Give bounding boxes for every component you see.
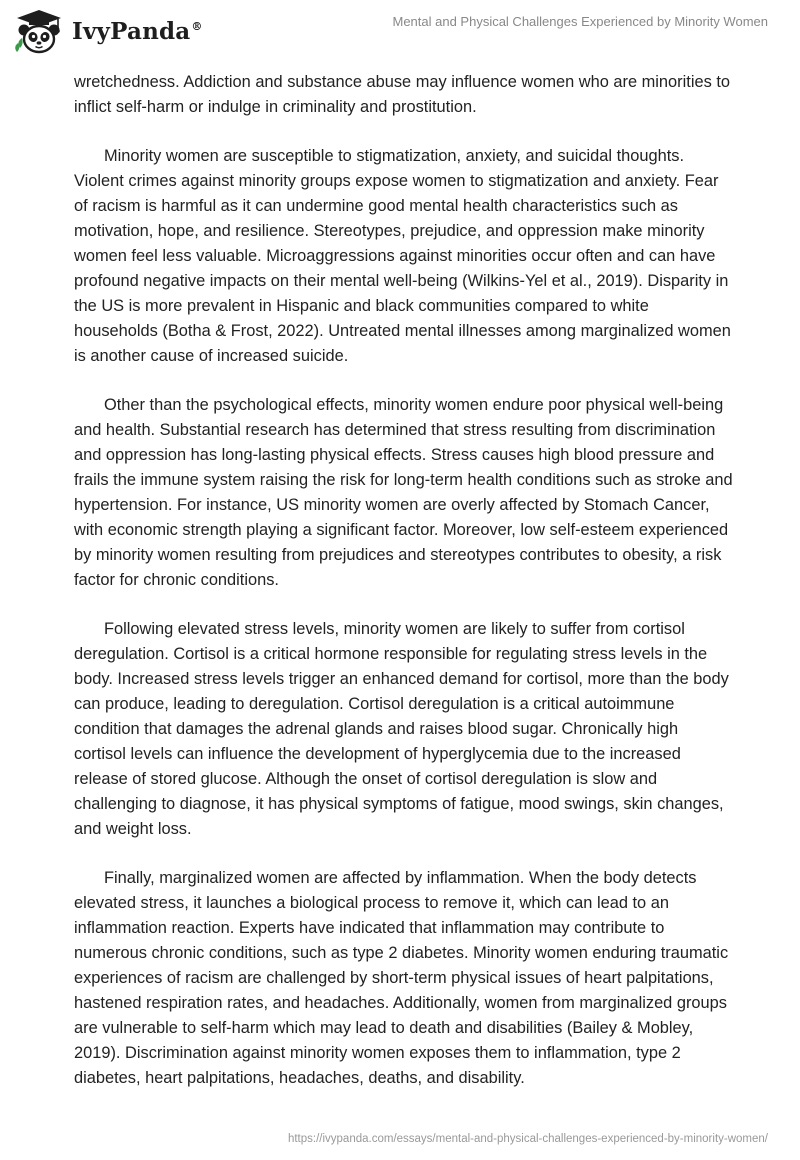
paragraph-cortisol: Following elevated stress levels, minority women are likely to suffer from cortisol deregulation. Cortisol is a critical hormone responsible for regulating stress levels in the body. Increased stress levels trigger an enhanced demand for cortisol, more than the body can produce, leading to deregulation. Cortisol deregulation is a critical autoimmune condition that damages the adrenal glands and raises blood sugar. Chronically high cortisol levels can influence the development of hyperglycemia due to the increased release of stored glucose. Although the onset of cortisol deregulation is slow and challenging to diagnose, it has physical symptoms of fatigue, mood swings, skin changes, and weight loss. [74,620,729,838]
source-url[interactable]: https://ivypanda.com/essays/mental-and-physical-challenges-experienced-by-minority-women/ [287,1133,768,1145]
paragraph-physical-health: Other than the psychological effects, minority women endure poor physical well-being and health. Substantial research has determined that stress resulting from discrimination and oppression has long-lasting physical effects. Stress causes high blood pressure and frails the immune system raising the risk for long-term health conditions such as stroke and hypertension. For instance, US minority women are overly affected by Stomach Cancer, with economic strength playing a significant factor. Moreover, low self-esteem experienced by minority women resulting from prejudices and stereotypes contributes to obesity, a risk factor for chronic conditions. [74,396,733,589]
essay-body [74,70,734,1115]
paragraph-continued: wretchedness. Addiction and substance abuse may influence women who are minorities to inflict self-harm or indulge in criminality and prostitution. [74,73,730,116]
panda-graduate-icon [14,8,64,54]
registered-mark: ® [191,19,203,33]
document-title: Mental and Physical Challenges Experienced by Minority Women [392,14,768,29]
paragraph-mental-health: Minority women are susceptible to stigmatization, anxiety, and suicidal thoughts. Violent crimes against minority groups expose women to stigmatization and anxiety. Fear of racism is harmful as it can undermine good mental health characteristics such as motivation, hope, and resilience. Stereotypes, prejudice, and oppression make minority women feel less valuable. Microaggressions against minorities occur often and can have profound negative impacts on their mental well-being (Wilkins-Yel et al., 2019). Disparity in the US is more prevalent in Hispanic and black communities compared to white households (Botha & Frost, 2022). Untreated mental illnesses among marginalized women is another cause of increased suicide. [74,147,731,365]
paragraph-inflammation: Finally, marginalized women are affected by inflammation. When the body detects elevated stress, it launches a biological process to remove it, which can lead to an inflammation reaction. Experts have indicated that inflammation may contribute to numerous chronic conditions, such as type 2 diabetes. Minority women enduring traumatic experiences of racism are challenged by short-term physical issues of heart palpitations, hastened respiration rates, and headaches. Additionally, women from marginalized groups are vulnerable to self-harm which may lead to death and disabilities (Bailey & Mobley, 2019). Discrimination against minority women exposes them to inflammation, type 2 diabetes, heart palpitations, headaches, deaths, and disability. [74,869,729,1087]
ivypanda-logo[interactable] [14,8,203,54]
page-header [0,0,800,70]
brand-name: IvyPanda® [72,17,203,45]
